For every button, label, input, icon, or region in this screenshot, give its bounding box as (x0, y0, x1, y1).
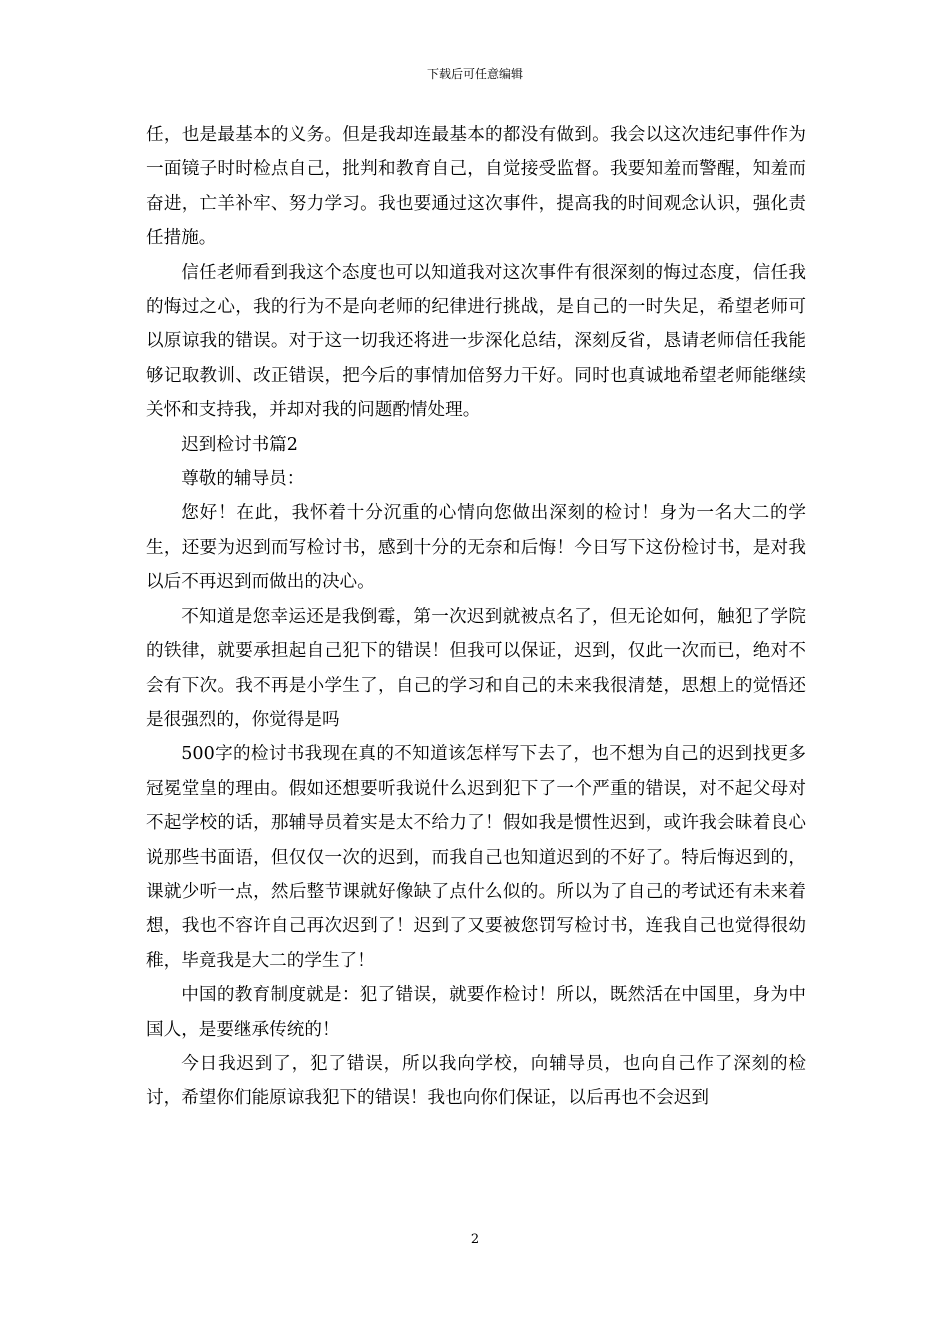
salutation: 尊敬的辅导员： (181, 469, 305, 490)
paragraph: 今日我迟到了，犯了错误，所以我向学校，向辅导员，也向自己作了深刻的检讨，希望你们能原谅我犯下的错误！我也向你们保证，以后再也不会迟到 (146, 1053, 806, 1109)
page-number: 2 (470, 1232, 480, 1247)
paragraph: 不知道是您幸运还是我倒霉，第一次迟到就被点名了，但无论如何，触犯了学院的铁律，就要承担起自己犯下的错误！但我可以保证，迟到，仅此一次而已，绝对不会有下次。我不再是小学生了，自己的学习和自己的未来我很清楚，思想上的觉悟还是很强烈的，你觉得是吗 (146, 606, 806, 730)
page-header: 下载后可任意编辑 (426, 67, 523, 81)
section-heading: 迟到检讨书篇2 (181, 434, 298, 455)
paragraph: 500字的检讨书我现在真的不知道该怎样写下去了，也不想为自己的迟到找更多冠冕堂皇的理由。假如还想要听我说什么迟到犯下了一个严重的错误，对不起父母对不起学校的话，那辅导员着实是太不给力了！假如我是惯性迟到，或许我会昧着良心说那些书面语，但仅仅一次的迟到，而我自己也知道迟到的不好了。特后悔迟到的，课就少听一点，然后整节课就好像缺了点什么似的。所以为了自己的考试还有未来着想，我也不容许自己再次迟到了！迟到了又要被您罚写检讨书，连我自己也觉得很幼稚，毕竟我是大二的学生了！ (146, 744, 806, 971)
document-body (146, 118, 806, 1116)
paragraph: 中国的教育制度就是：犯了错误，就要作检讨！所以，既然活在中国里，身为中国人，是要继承传统的！ (146, 985, 806, 1040)
paragraph-continuation: 任，也是最基本的义务。但是我却连最基本的都没有做到。我会以这次违纪事件作为一面镜子时时检点自己，批判和教育自己，自觉接受监督。我要知羞而警醒，知羞而奋进，亡羊补牢、努力学习。我也要通过这次事件，提高我的时间观念认识，强化责任措施。 (146, 125, 806, 249)
paragraph: 信任老师看到我这个态度也可以知道我对这次事件有很深刻的悔过态度，信任我的悔过之心，我的行为不是向老师的纪律进行挑战，是自己的一时失足，希望老师可以原谅我的错误。对于这一切我还将进一步深化总结，深刻反省，恳请老师信任我能够记取教训、改正错误，把今后的事情加倍努力干好。同时也真诚地希望老师能继续关怀和支持我，并却对我的问题酌情处理。 (146, 262, 806, 421)
paragraph: 您好！在此，我怀着十分沉重的心情向您做出深刻的检讨！身为一名大二的学生，还要为迟到而写检讨书，感到十分的无奈和后悔！今日写下这份检讨书，是对我以后不再迟到而做出的决心。 (146, 503, 806, 593)
